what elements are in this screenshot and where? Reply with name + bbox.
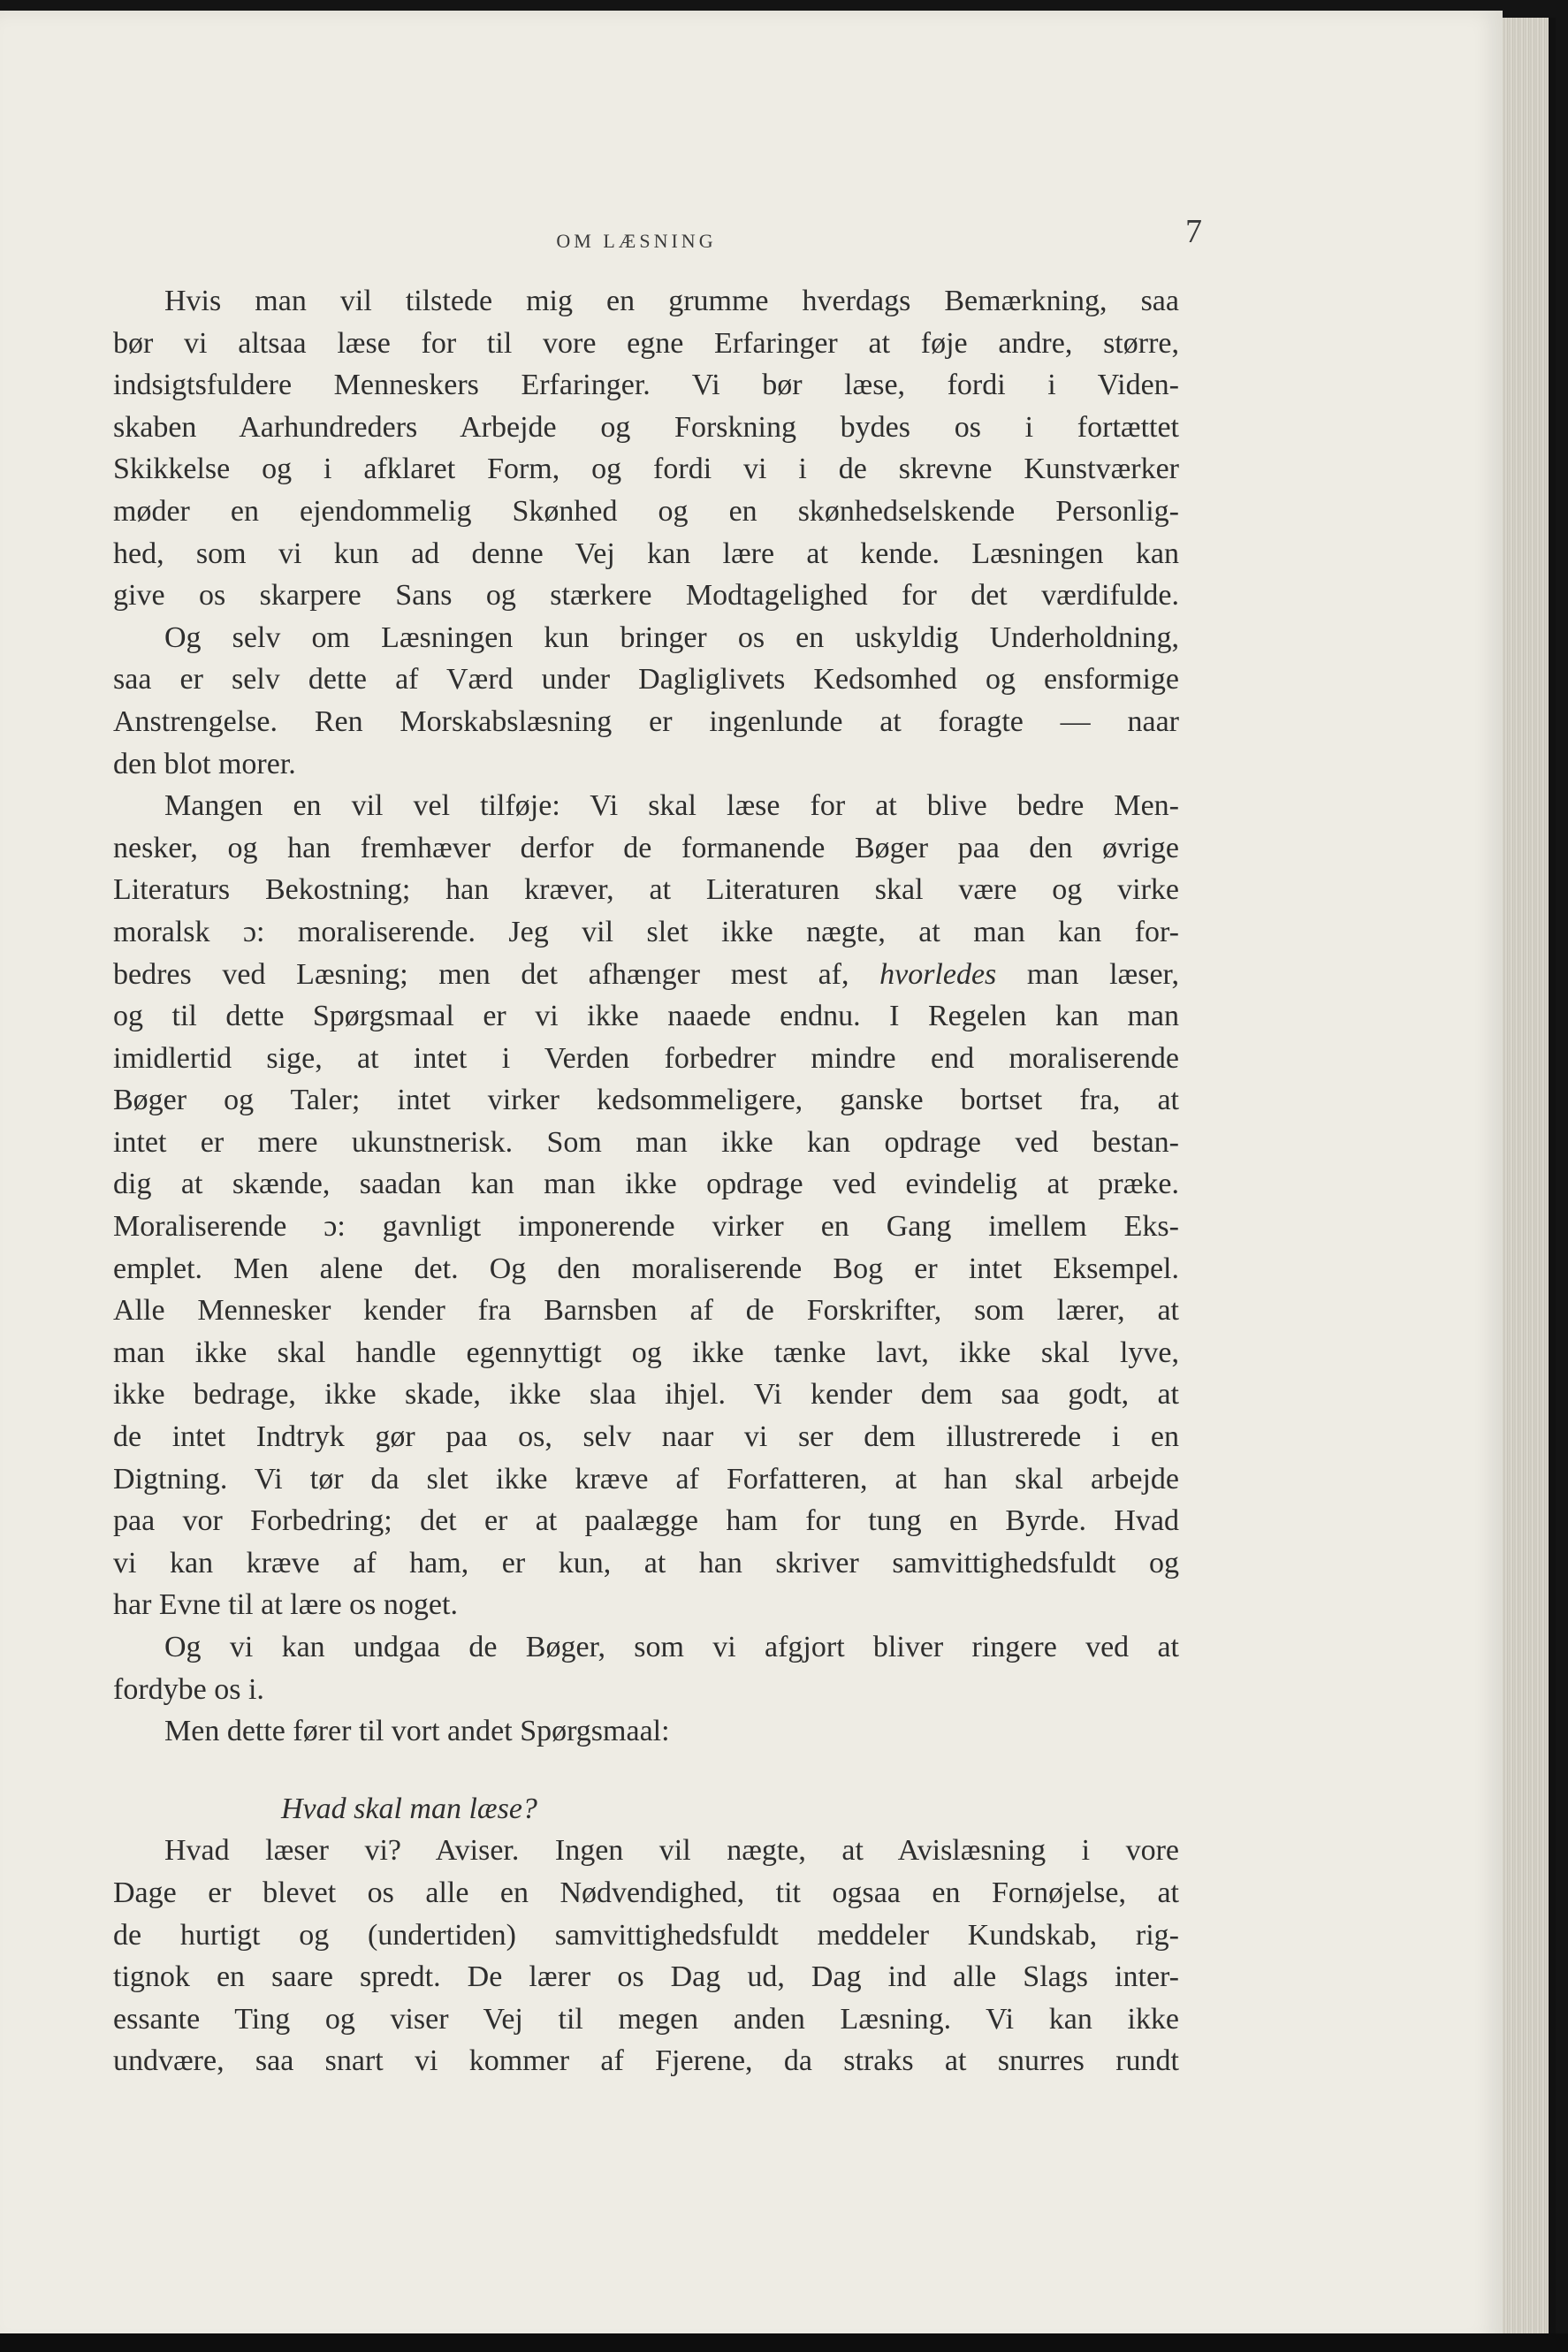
text-line: Hvad læser vi? Aviser. Ingen vil nægte, at Avislæsning i vore (164, 1834, 1179, 1868)
running-head (106, 213, 1202, 258)
text-line: paa vor Forbedring; det er at paalægge ham for tung en Byrde. Hvad (113, 1504, 1179, 1538)
text-line: man ikke skal handle egennyttigt og ikke tænke lavt, ikke skal lyve, (113, 1336, 1179, 1369)
text-line: give os skarpere Sans og stærkere Modtagelighed for det værdifulde. (113, 579, 1179, 613)
text-line: emplet. Men alene det. Og den moraliserende Bog er intet Eksempel. (113, 1252, 1179, 1285)
text-line-mixed (113, 954, 1179, 996)
text-line: den blot morer. (113, 747, 296, 780)
text-line: har Evne til at lære os noget. (113, 1588, 458, 1622)
text-line: undvære, saa snart vi kommer af Fjerene, da straks at snurres rundt (113, 2044, 1179, 2078)
text-line: Mangen en vil vel tilføje: Vi skal læse for at blive bedre Men- (164, 789, 1179, 823)
section-heading: Hvad skal man læse? (281, 1792, 537, 1825)
text-line: nesker, og han fremhæver derfor de formanende Bøger paa den øvrige (113, 831, 1179, 864)
text-segment: bedres ved Læsning; men det afhænger mest af, (113, 957, 849, 991)
body-text (113, 280, 1179, 2082)
text-line: ikke bedrage, ikke skade, ikke slaa ihjel. Vi kender dem saa godt, at (113, 1378, 1179, 1412)
text-line: essante Ting og viser Vej til megen anden Læsning. Vi kan ikke (113, 2002, 1179, 2036)
text-line: Alle Mennesker kender fra Barnsben af de Forskrifter, som lærer, at (113, 1294, 1179, 1328)
text-line: skaben Aarhundreders Arbejde og Forskning bydes os i fortættet (113, 410, 1179, 444)
text-line: Moraliserende ɔ: gavnligt imponerende virker en Gang imellem Eks- (113, 1210, 1179, 1244)
italic-emphasis: hvorledes (879, 957, 997, 991)
text-line: Anstrengelse. Ren Morskabslæsning er ingenlunde at foragte — naar (113, 704, 1179, 738)
text-line: vi kan kræve af ham, er kun, at han skriver samvittighedsfuldt og (113, 1546, 1179, 1579)
text-line: intet er mere ukunstnerisk. Som man ikke kan opdrage ved bestan- (113, 1125, 1179, 1159)
text-line: de intet Indtryk gør paa os, selv naar vi ser dem illustrerede i en (113, 1420, 1179, 1454)
text-line: Hvis man vil tilstede mig en grumme hverdags Bemærkning, saa (164, 285, 1179, 317)
text-line: tignok en saare spredt. De lærer os Dag ud, Dag ind alle Slags inter- (113, 1960, 1179, 1994)
book-page (0, 11, 1503, 2344)
text-line: bør vi altsaa læse for til vore egne Erfaringer at føje andre, større, (113, 326, 1179, 360)
running-title: OM LÆSNING (556, 230, 717, 252)
text-line: Bøger og Taler; intet virker kedsommeligere, ganske bortset fra, at (113, 1084, 1179, 1117)
page-number: 7 (1185, 213, 1202, 250)
text-line: de hurtigt og (undertiden) samvittighedsfuldt meddeler Kundskab, rig- (113, 1918, 1179, 1952)
text-line: Skikkelse og i afklaret Form, og fordi vi i de skrevne Kunstværker (113, 453, 1179, 486)
text-line: Digtning. Vi tør da slet ikke kræve af Forfatteren, at han skal arbejde (113, 1462, 1179, 1496)
text-line: fordybe os i. (113, 1672, 264, 1706)
text-line: moralsk ɔ: moraliserende. Jeg vil slet ikke nægte, at man kan for- (113, 915, 1179, 948)
text-line: Dage er blevet os alle en Nødvendighed, tit ogsaa en Fornøjelse, at (113, 1876, 1179, 1909)
text-line: Og vi kan undgaa de Bøger, som vi afgjort bliver ringere ved at (164, 1631, 1179, 1663)
text-line: dig at skænde, saadan kan man ikke opdrage ved evindelig at præke. (113, 1168, 1179, 1201)
text-segment: man læser, (1026, 957, 1179, 991)
text-line: og til dette Spørgsmaal er vi ikke naaede endnu. I Regelen kan man (113, 1000, 1179, 1033)
text-line: indsigtsfuldere Menneskers Erfaringer. Vi bør læse, fordi i Viden- (113, 369, 1179, 402)
scan-border (0, 2333, 1568, 2352)
page-edges (1503, 18, 1556, 2338)
section-gap (113, 1753, 1179, 1788)
text-line: saa er selv dette af Værd under Dagliglivets Kedsomhed og ensformige (113, 663, 1179, 696)
text-line: Literaturs Bekostning; han kræver, at Literaturen skal være og virke (113, 873, 1179, 907)
text-line: Og selv om Læsningen kun bringer os en uskyldig Underholdning, (164, 620, 1179, 654)
text-line: Men dette fører til vort andet Spørgsmaal: (164, 1715, 670, 1748)
text-line: hed, som vi kun ad denne Vej kan lære at kende. Læsningen kan (113, 537, 1179, 570)
text-line: imidlertid sige, at intet i Verden forbedrer mindre end moraliserende (113, 1041, 1179, 1075)
text-line: møder en ejendommelig Skønhed og en skønhedselskende Personlig- (113, 494, 1179, 528)
